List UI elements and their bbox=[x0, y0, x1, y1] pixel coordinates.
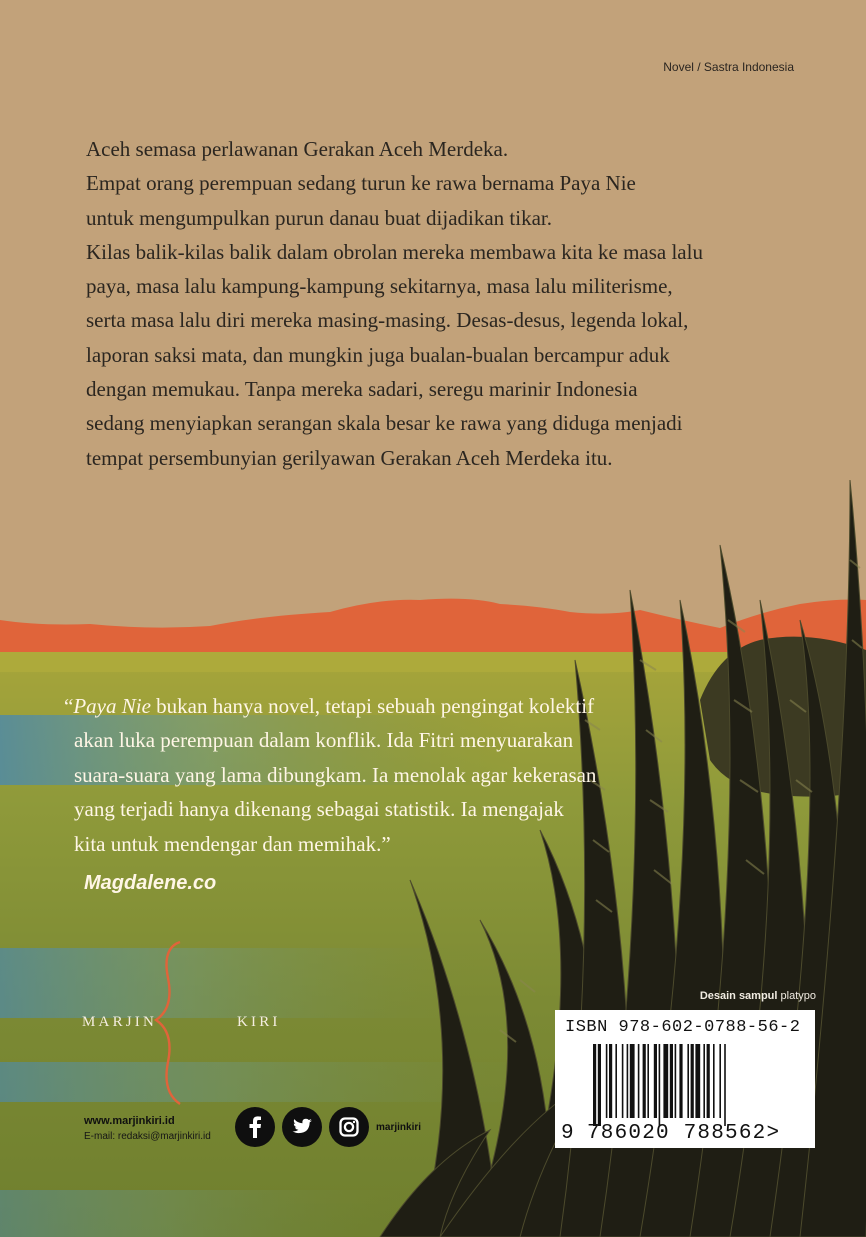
barcode-bar bbox=[695, 1044, 700, 1118]
publisher-name-left: MARJIN bbox=[82, 1014, 158, 1030]
barcode-digits bbox=[561, 1122, 780, 1145]
barcode-bar bbox=[663, 1044, 668, 1118]
quote-open-mark: “ bbox=[64, 694, 74, 718]
barcode-first-digit: 9 bbox=[561, 1122, 575, 1145]
barcode-bar bbox=[609, 1044, 612, 1118]
barcode-bar bbox=[615, 1044, 617, 1118]
barcode-bar bbox=[606, 1044, 608, 1118]
barcode-bar bbox=[724, 1044, 726, 1126]
synopsis-line: Kilas balik-kilas balik dalam obrolan mereka membawa kita ke masa lalu bbox=[86, 239, 703, 264]
synopsis-line: dengan memukau. Tanpa mereka sadari, seregu marinir Indonesia bbox=[86, 377, 638, 402]
barcode-bar bbox=[647, 1044, 649, 1118]
quote-source: Magdalene.co bbox=[84, 872, 217, 894]
synopsis-line: sedang menyiapkan serangan skala besar ke rawa yang diduga menjadi bbox=[86, 411, 683, 436]
website-link[interactable]: www.marjinkiri.id bbox=[84, 1115, 175, 1127]
barcode-bar bbox=[659, 1044, 661, 1126]
barcode-bar bbox=[598, 1044, 601, 1126]
category-label: Novel / Sastra Indonesia bbox=[663, 60, 794, 74]
barcode-bar bbox=[707, 1044, 710, 1118]
quote-line bbox=[64, 689, 734, 723]
barcode-bar bbox=[638, 1044, 640, 1118]
design-credit bbox=[700, 990, 816, 1002]
barcode-bar bbox=[703, 1044, 705, 1118]
synopsis-line: Empat orang perempuan sedang turun ke rawa bernama Paya Nie bbox=[86, 171, 636, 196]
quote-first-line: bukan hanya novel, tetapi sebuah pengingat kolektif bbox=[150, 694, 595, 718]
synopsis-line: paya, masa lalu kampung-kampung sekitarnya, masa lalu militerisme, bbox=[86, 274, 673, 299]
barcode-bar bbox=[679, 1044, 682, 1118]
quote-line: akan luka perempuan dalam konflik. Ida Fitri menyuarakan bbox=[74, 728, 574, 753]
design-credit-label: Desain sampul bbox=[699, 990, 778, 1002]
barcode-bar bbox=[630, 1044, 635, 1118]
barcode-bar bbox=[687, 1044, 689, 1118]
barcode-bar bbox=[691, 1044, 694, 1118]
design-credit-name: platypo bbox=[780, 990, 816, 1002]
barcode-digit-groups: 786020 788562 bbox=[587, 1122, 767, 1145]
email-link[interactable]: E-mail: redaksi@marjinkiri.id bbox=[84, 1131, 211, 1142]
synopsis-line: laporan saksi mata, dan mungkin juga bualan-bualan bercampur aduk bbox=[86, 342, 670, 367]
synopsis-text bbox=[86, 132, 806, 475]
barcode-bar bbox=[670, 1044, 673, 1118]
barcode-bar bbox=[643, 1044, 646, 1118]
quote-line: kita untuk mendengar dan memihak.” bbox=[74, 831, 391, 856]
barcode-bar bbox=[719, 1044, 721, 1118]
barcode-bar bbox=[675, 1044, 677, 1118]
facebook-icon[interactable] bbox=[235, 1107, 275, 1147]
barcode-bar bbox=[622, 1044, 624, 1118]
publisher-name-right: KIRI bbox=[237, 1014, 281, 1030]
barcode-bar bbox=[654, 1044, 657, 1118]
isbn-barcode bbox=[593, 1044, 789, 1126]
water-reflection bbox=[0, 1190, 420, 1237]
quote-line: yang terjadi hanya dikenang sebagai statistik. Ia mengajak bbox=[74, 797, 564, 822]
synopsis-line: serta masa lalu diri mereka masing-masing. Desas-desus, legenda lokal, bbox=[86, 308, 689, 333]
barcode-bar bbox=[627, 1044, 629, 1118]
quote-book-title: Paya Nie bbox=[73, 694, 151, 718]
review-quote bbox=[64, 689, 734, 861]
isbn-number: ISBN 978-602-0788-56-2 bbox=[565, 1018, 801, 1037]
quote-line: suara-suara yang lama dibungkam. Ia menolak agar kekerasan bbox=[74, 762, 597, 787]
synopsis-line: untuk mengumpulkan purun danau buat dijadikan tikar. bbox=[86, 205, 552, 230]
barcode-bar bbox=[713, 1044, 715, 1118]
synopsis-line: tempat persembunyian gerilyawan Gerakan Aceh Merdeka itu. bbox=[86, 445, 613, 470]
barcode-quiet-zone-mark: > bbox=[766, 1122, 781, 1145]
barcode-bar bbox=[593, 1044, 596, 1126]
isbn-barcode-box bbox=[555, 1010, 815, 1148]
twitter-icon[interactable] bbox=[282, 1107, 322, 1147]
publisher-name bbox=[82, 1014, 281, 1031]
water-reflection bbox=[0, 948, 480, 1018]
instagram-icon[interactable] bbox=[329, 1107, 369, 1147]
synopsis-line: Aceh semasa perlawanan Gerakan Aceh Merdeka. bbox=[86, 137, 509, 161]
social-handle[interactable]: marjinkiri bbox=[376, 1122, 422, 1133]
